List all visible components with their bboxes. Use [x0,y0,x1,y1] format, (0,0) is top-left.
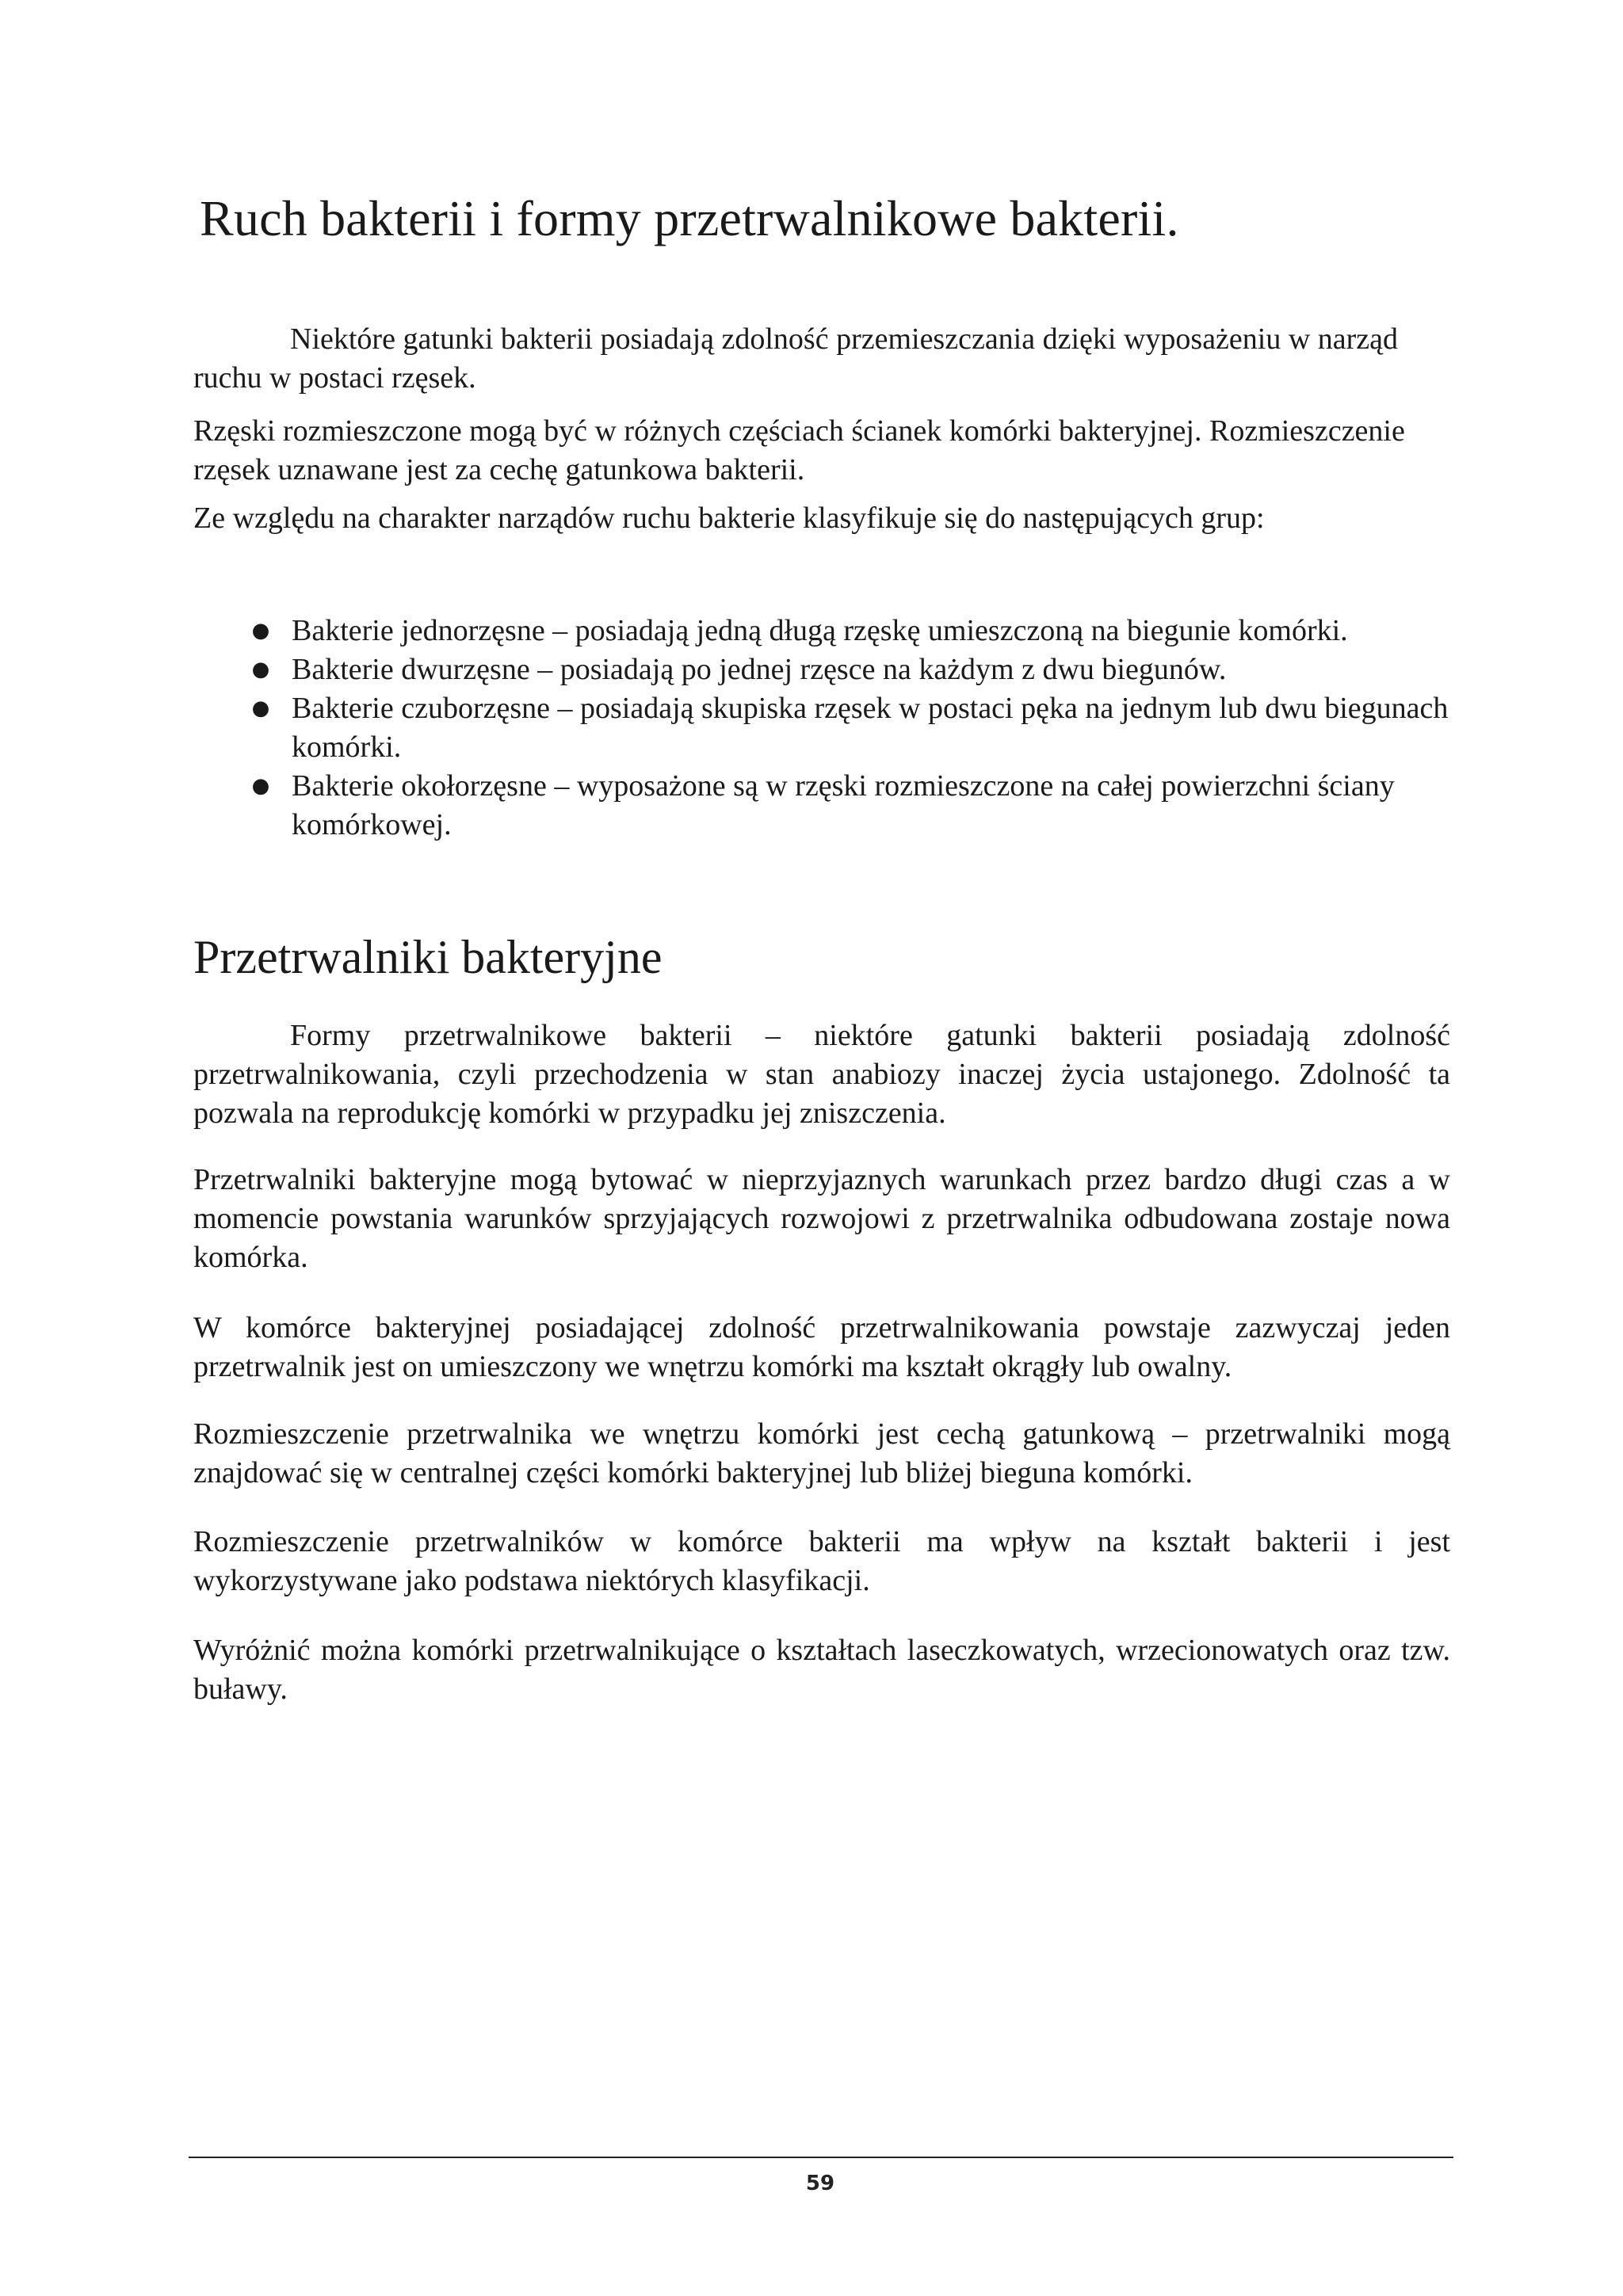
flagella-groups-list [193,612,1461,845]
list-item [193,767,1461,845]
footer-divider [189,2157,1453,2158]
paragraph: Rzęski rozmieszczone mogą być w różnych częściach ścianek komórki bakteryjnej. Rozmieszczenie rzęsek uznawane jest za cechę gatunkowa bakterii. [193,414,1405,486]
paragraph: Rozmieszczenie przetrwalnika we wnętrzu komórki jest cechą gatunkową – przetrwalniki mogą znajdować się w centralnej części komórki bakteryjnej lub bliżej bieguna komórki. [193,1417,1450,1489]
paragraph: Formy przetrwalnikowe bakterii – niektóre gatunki bakterii posiadają zdolność przetrwalnikowania, czyli przechodzenia w stan anabiozy inaczej życia ustajonego. Zdolność ta pozwala na reprodukcję komórki w przypadku jej zniszczenia. [193,1019,1450,1130]
bullet-icon: ● [251,619,270,643]
paragraph: Ze względu na charakter narządów ruchu bakterie klasyfikuje się do następujących grup: [193,502,1265,535]
paragraph: W komórce bakteryjnej posiadającej zdolność przetrwalnikowania powstaje zazwyczaj jeden przetrwalnik jest on umieszczony we wnętrzu komórki ma kształt okrągły lub owalny. [193,1311,1450,1383]
paragraph: Rozmieszczenie przetrwalników w komórce bakterii ma wpływ na kształt bakterii i jest wykorzystywane jako podstawa niektórych klasyfikacji. [193,1525,1450,1597]
bullet-icon: ● [251,658,270,681]
list-item-text: Bakterie dwurzęsne – posiadają po jednej rzęsce na każdym z dwu biegunów. [292,653,1227,686]
list-item-text: Bakterie jednorzęsne – posiadają jedną długą rzęskę umieszczoną na biegunie komórki. [292,614,1348,647]
list-item-text: Bakterie okołorzęsne – wyposażone są w rzęski rozmieszczone na całej powierzchni ściany komórkowej. [292,769,1395,841]
section-title-motility: Ruch bakterii i formy przetrwalnikowe bakterii. [200,190,1179,246]
paragraph: Przetrwalniki bakteryjne mogą bytować w nieprzyjaznych warunkach przez bardzo długi czas a w momencie powstania warunków sprzyjających rozwojowi z przetrwalnika odbudowana zostaje nowa komórka. [193,1163,1450,1274]
page-number: 59 [805,2172,835,2195]
bullet-icon: ● [251,696,270,720]
list-item [193,612,1461,650]
section-title-spores: Przetrwalniki bakteryjne [193,931,663,983]
list-item [193,689,1461,767]
bullet-icon: ● [251,774,270,798]
list-item-text: Bakterie czuborzęsne – posiadają skupiska rzęsek w postaci pęka na jednym lub dwu biegunach komórki. [292,692,1449,764]
list-item [193,650,1461,689]
paragraph: Wyróżnić można komórki przetrwalnikujące o kształtach laseczkowatych, wrzecionowatych oraz tzw. buławy. [193,1634,1450,1706]
paragraph: Niektóre gatunki bakterii posiadają zdolność przemieszczania dzięki wyposażeniu w narząd ruchu w postaci rzęsek. [193,322,1399,395]
